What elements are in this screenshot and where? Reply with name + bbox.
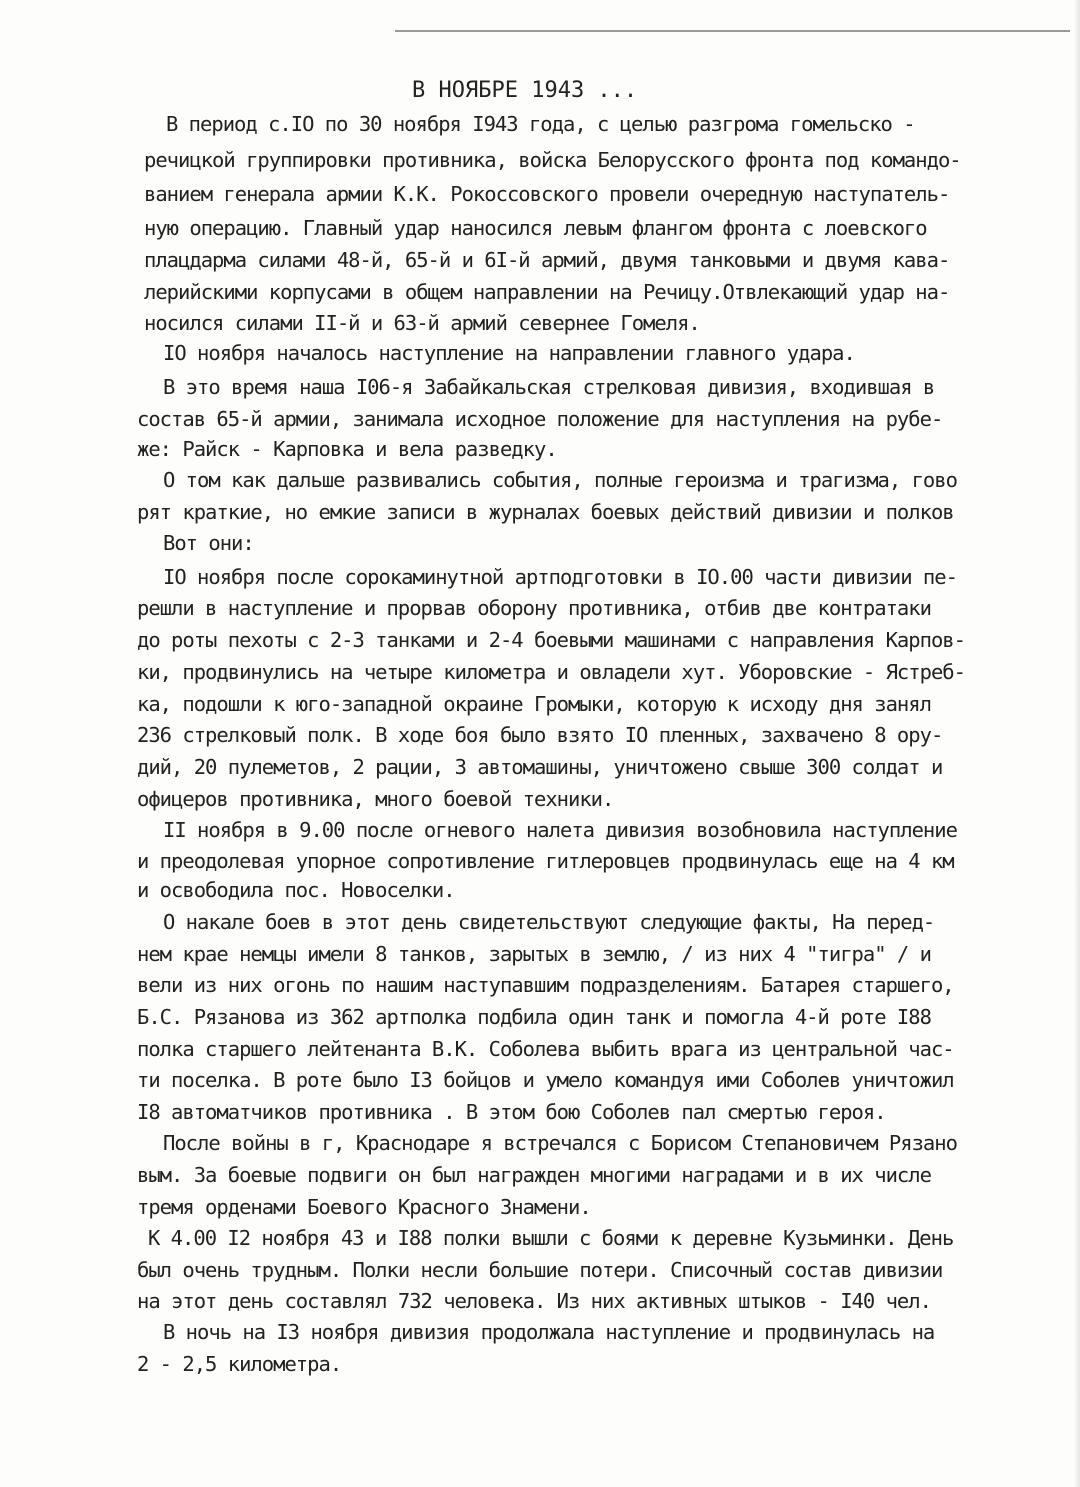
text-line: речицкой группировки противника, войска Белорусского фронта под командо- <box>144 148 961 172</box>
text-line: полка старшего лейтенанта В.К. Соболева выбить врага из центральной час- <box>137 1037 954 1061</box>
text-line: I8 автоматчиков противника . В этом бою Соболев пал смертью героя. <box>137 1100 886 1124</box>
text-line: был очень трудным. Полки несли большие потери. Списочный состав дивизии <box>137 1258 943 1282</box>
text-line: решли в наступление и прорвав оборону противника, отбив две контратаки <box>137 596 931 620</box>
text-line: 2 - 2,5 километра. <box>137 1352 342 1376</box>
text-line: Б.С. Рязанова из 362 артполка подбила один танк и помогла 4-й роте I88 <box>137 1005 931 1029</box>
text-line: офицеров противника, много боевой техники. <box>137 787 614 811</box>
text-line: нем крае немцы имели 8 танков, зарытых в землю, / из них 4 "тигра" / и <box>137 942 931 966</box>
text-line: В это время наша I06-я Забайкальская стрелковая дивизия, входившая в <box>163 375 935 399</box>
text-line: О накале боев в этот день свидетельствуют следующие факты, На перед- <box>163 910 935 934</box>
text-line: вели из них огонь по нашим наступавшим подразделениям. Батарея старшего, <box>137 973 954 997</box>
text-line: состав 65-й армии, занимала исходное положение для наступления на рубе- <box>137 407 943 431</box>
text-line: ванием генерала армии К.К. Рокоссовского провели очередную наступатель- <box>144 182 950 206</box>
document-title: В НОЯБРЕ 1943 ... <box>412 78 638 103</box>
text-line: IO ноября после сорокаминутной артподготовки в IO.00 части дивизии пе- <box>163 565 957 589</box>
text-line: О том как дальше развивались события, полные героизма и трагизма, гово <box>163 468 957 492</box>
text-line: ную операцию. Главный удар наносился левым флангом фронта с лоевского <box>144 216 927 240</box>
text-line: ки, продвинулись на четыре километра и овладели хут. Уборовские - Ястреб- <box>137 660 965 684</box>
text-line: тремя орденами Боевого Красного Знамени. <box>137 1195 591 1219</box>
text-line: 236 стрелковый полк. В ходе боя было взято IO пленных, захвачено 8 ору- <box>137 723 943 747</box>
text-line: В ночь на I3 ноября дивизия продолжала наступление и продвинулась на <box>163 1320 935 1344</box>
text-line: лерийскими корпусами в общем направлении на Речицу.Отвлекающий удар на- <box>144 280 950 304</box>
text-line: ти поселка. В роте было I3 бойцов и умело командуя ими Соболев уничтожил <box>137 1068 954 1092</box>
text-line: и освободила пос. Новоселки. <box>137 878 455 902</box>
text-line: на этот день составлял 732 человека. Из них активных штыков - I40 чел. <box>137 1289 931 1313</box>
text-line: до роты пехоты с 2-3 танками и 2-4 боевыми машинами с направления Карпов- <box>137 628 965 652</box>
text-line: носился силами II-й и 63-й армий севернее Гомеля. <box>144 311 700 335</box>
text-line: II ноября в 9.00 после огневого налета дивизия возобновила наступление <box>163 818 957 842</box>
text-line: плацдарма силами 48-й, 65-й и 6I-й армий, двумя танковыми и двумя кава- <box>144 248 950 272</box>
text-line: же: Райск - Карповка и вела разведку. <box>137 437 557 461</box>
text-line: ка, подошли к юго-западной окраине Громыки, которую к исходу дня занял <box>137 692 931 716</box>
text-line: и преодолевая упорное сопротивление гитлеровцев продвинулась еще на 4 км <box>137 849 954 873</box>
text-line: рят краткие, но емкие записи в журналах боевых действий дивизии и полков <box>137 500 954 524</box>
text-line: К 4.00 I2 ноября 43 и I88 полки вышли с боями к деревне Кузьминки. День <box>148 1226 954 1250</box>
text-line: дий, 20 пулеметов, 2 рации, 3 автомашины, уничтожено свыше 300 солдат и <box>137 755 943 779</box>
text-line: IO ноября началось наступление на направлении главного удара. <box>163 341 855 365</box>
text-line: После войны в г, Краснодаре я встречался с Борисом Степановичем Рязано <box>163 1131 957 1155</box>
text-line: В период с.IO по 30 ноября I943 года, с целью разгрома гомельско - <box>166 112 915 136</box>
text-line: вым. За боевые подвиги он был награжден многими наградами и в их числе <box>137 1163 931 1187</box>
text-line: Вот они: <box>163 531 254 555</box>
